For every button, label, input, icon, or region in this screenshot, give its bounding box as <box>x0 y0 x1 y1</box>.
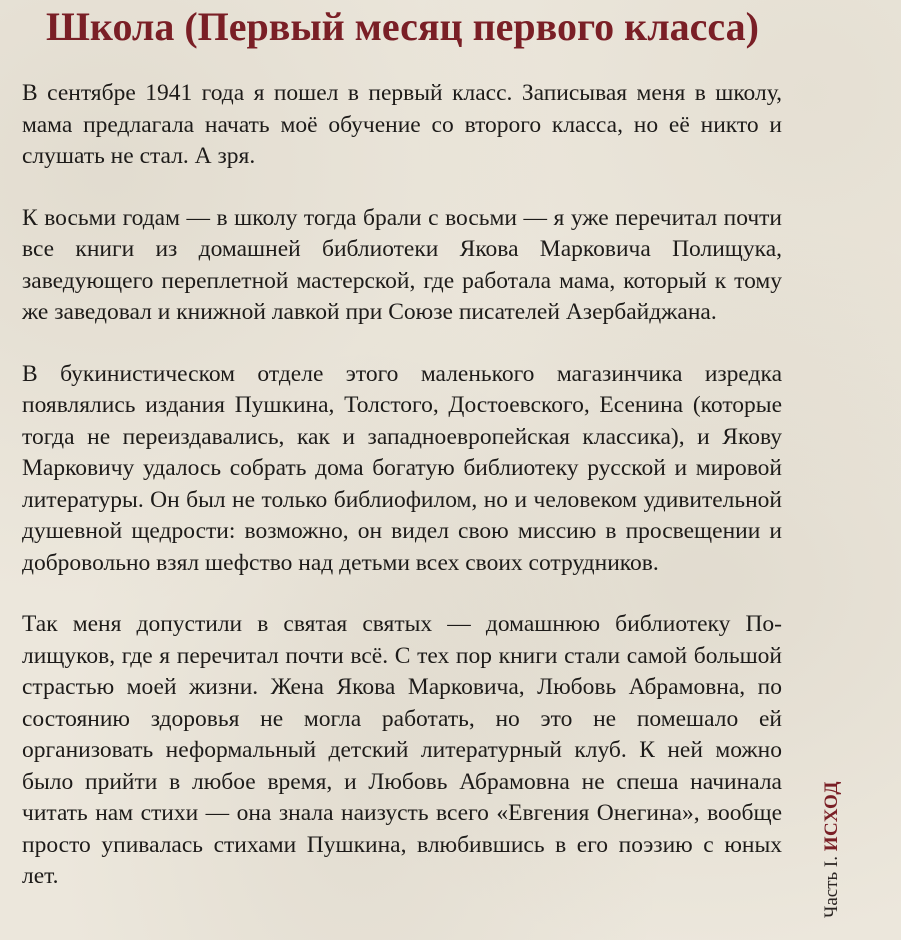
body-text <box>22 78 782 923</box>
paragraph-3: В букинистическом отделе этого маленького магазинчика изредка появлялись издания Пушкина, Толстого, Достоевского, Есенина (которые тогда не переиздавались, как и западноевропейская классика), и Якову Марковичу удалось собрать дома богатую библиотеку русской и мировой литературы. Он был не только библиофилом, но и человеком удивительной душевной щедрости: возможно, он видел свою миссию в просвещении и добровольно взял шефство над детьми всех своих сотрудников. <box>22 360 782 576</box>
paragraph-2: К восьми годам — в школу тогда брали с восьми — я уже перечитал почти все книги из домашней библиотеки Якова Марковича Полищука, заведующего переплетной мастерской, где работала мама, который к тому же заведовал и книжной лавкой при Союзе писателей Азербайджана. <box>22 204 782 325</box>
paragraph-1: В сентябре 1941 года я пошел в первый класс. Записывая меня в школу, мама предлагала начать моё обучение со второго класса, но её никто и слушать не стал. А зря. <box>22 80 782 169</box>
section-label: ИСХОД <box>821 781 842 852</box>
chapter-title: Школа (Первый месяц первого класса) <box>46 4 759 49</box>
part-label: Часть I. <box>821 855 842 918</box>
paragraph-4: Так меня допустили в святая святых — домашнюю библиотеку Полищуков, где я перечитал почти всё. С тех пор книги стали самой большой страстью моей жизни. Жена Якова Марковича, Любовь Абрамовна, по состоянию здоровья не могла работать, но это не помешало ей организовать неформальный детский литературный клуб. К ней можно было прийти в любое время, и Любовь Абрамовна не спеша начинала читать нам стихи — она знала наизусть всего «Евгения Онегина», вообще просто упивалась стихами Пушкина, влюбившись в его поэзию с юных лет. <box>22 611 782 889</box>
running-section-label <box>817 781 847 918</box>
